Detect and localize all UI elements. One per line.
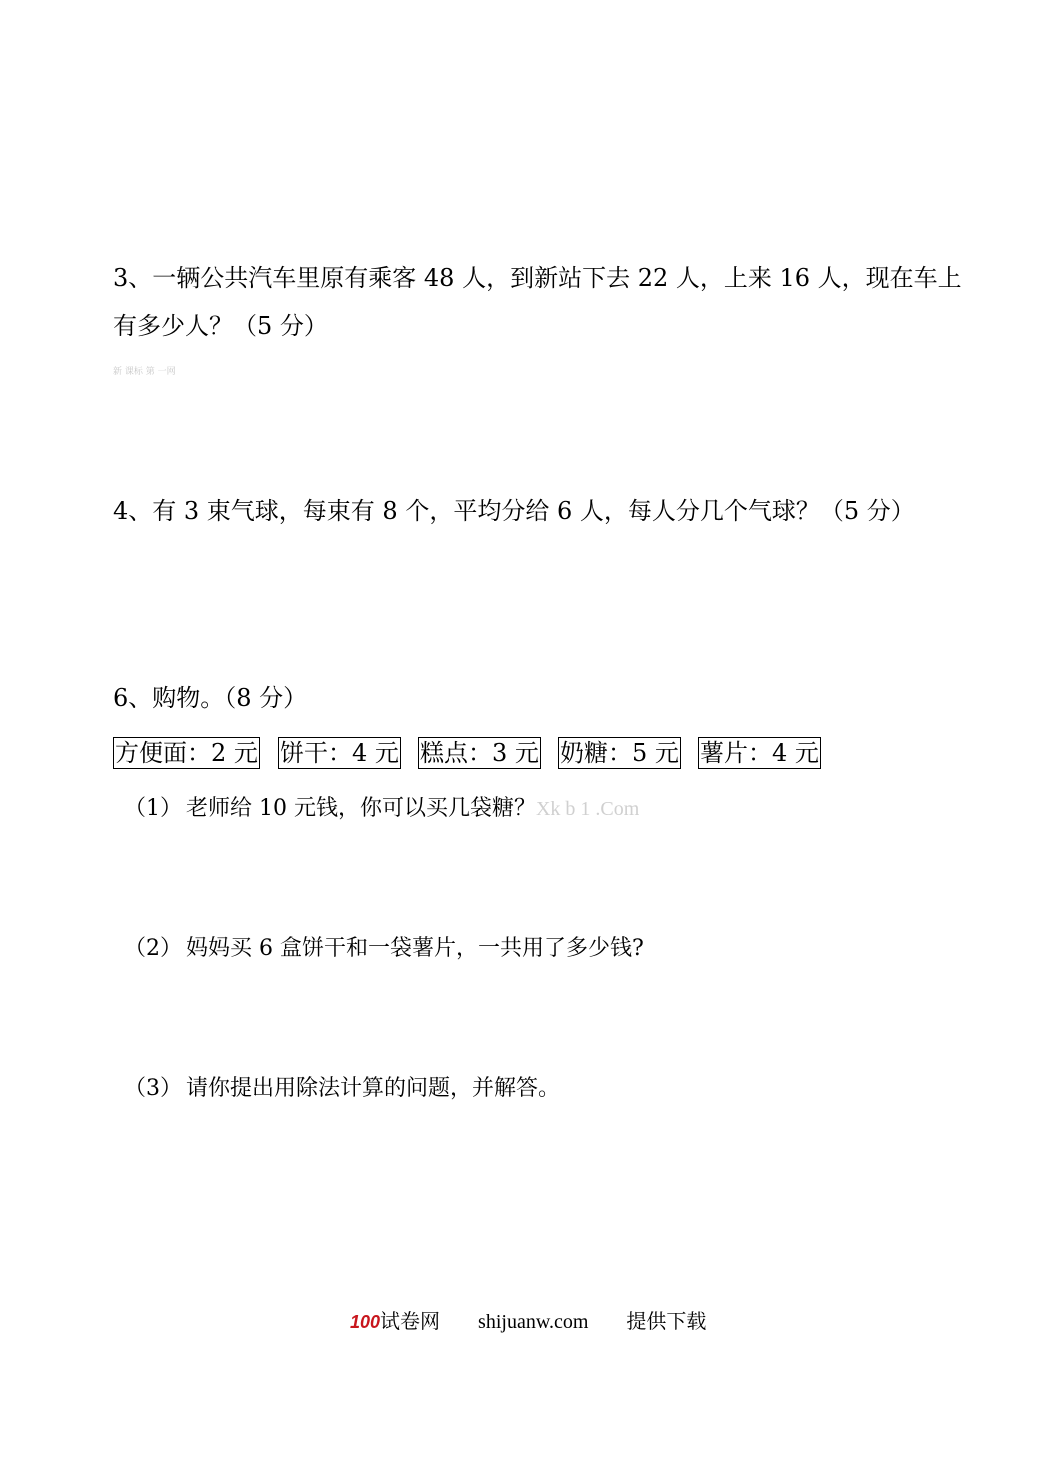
question-4: 4、有 3 束气球，每束有 8 个，平均分给 6 人，每人分几个气球？（5 分） xyxy=(113,497,915,525)
price-biscuits: 饼干：4 元 xyxy=(280,739,399,767)
question-6-title: 6、购物。（8 分） xyxy=(113,684,308,712)
sub-question-3-text: 请你提出用除法计算的问题，并解答。 xyxy=(186,1076,561,1101)
price-chips: 薯片：4 元 xyxy=(700,739,819,767)
download-note: 提供下载 xyxy=(626,1309,707,1333)
sub-question-1-number: （1） xyxy=(124,796,182,821)
price-pastry: 糕点：3 元 xyxy=(420,739,539,767)
question-3-line-2: 有多少人？（5 分） xyxy=(113,312,328,340)
sub-question-2-text: 妈妈买 6 盒饼干和一袋薯片，一共用了多少钱? xyxy=(186,936,644,961)
question-3-line-1: 3、一辆公共汽车里原有乘客 48 人，到新站下去 22 人，上来 16 人，现在车上 xyxy=(113,264,962,292)
sub-question-2-number: （2） xyxy=(124,936,182,961)
watermark-text: 新 课标 第 一网 xyxy=(113,367,176,377)
footer xyxy=(350,1307,706,1336)
logo-100-icon: 100 xyxy=(350,1312,381,1332)
sub-question-2 xyxy=(124,934,644,964)
watermark-xkb1: Xk b 1 .Com xyxy=(535,798,640,820)
sub-question-3 xyxy=(124,1074,560,1104)
logo-name: 试卷网 xyxy=(380,1309,441,1333)
sub-question-1 xyxy=(124,794,639,824)
sub-question-1-text: 老师给 10 元钱，你可以买几袋糖？ xyxy=(186,796,536,821)
sub-question-3-number: （3） xyxy=(124,1076,182,1101)
price-instant-noodles: 方便面：2 元 xyxy=(115,739,258,767)
price-milk-candy: 奶糖：5 元 xyxy=(560,739,679,767)
site-link[interactable]: shijuanw.com xyxy=(478,1311,589,1333)
